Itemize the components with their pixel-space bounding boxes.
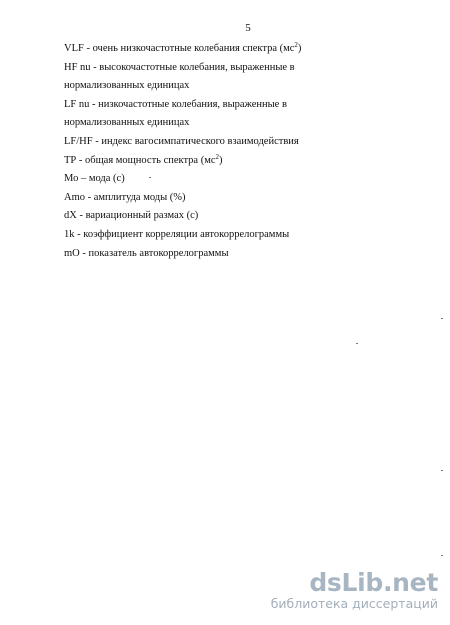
scan-speck: [356, 343, 358, 344]
abbreviation-item: [64, 96, 364, 115]
abbreviation-item: [64, 77, 364, 96]
abbreviation-text: LF nu - низкочастотные колебания, выраженные в: [64, 98, 287, 110]
abbreviation-text: HF nu - высокочастотные колебания, выраженные в: [64, 61, 295, 73]
scan-speck: [441, 555, 443, 556]
abbreviation-tail: ): [297, 43, 302, 54]
abbreviation-text: VLF - очень низкочастотные колебания спектра (мс: [64, 43, 295, 54]
abbreviation-item: [64, 59, 364, 78]
abbreviation-item: [64, 170, 364, 189]
abbreviation-text: ТР - общая мощность спектра (мс: [64, 154, 216, 166]
watermark: [271, 570, 438, 611]
abbreviation-text: 1k - коэффициент корреляции автокоррелограммы: [64, 228, 290, 240]
abbreviation-list: [64, 40, 364, 263]
abbreviation-item: [64, 114, 364, 133]
page-number: 5: [245, 22, 251, 34]
abbreviation-item: [64, 40, 364, 59]
abbreviation-item: [64, 226, 364, 245]
superscript: 2: [294, 41, 298, 49]
abbreviation-text: Amo - амплитуда моды (%): [64, 191, 186, 203]
abbreviation-text: dX - вариационный размах (с): [64, 210, 199, 222]
abbreviation-item: [64, 245, 364, 264]
abbreviation-item: [64, 133, 364, 152]
watermark-logo: dsLib.net: [309, 568, 438, 597]
abbreviation-text: LF/HF - индекс вагосимпатического взаимодействия: [64, 135, 299, 147]
abbreviation-text: Мо – мода (с): [64, 173, 125, 185]
watermark-tagline: библиотека диссертаций: [270, 596, 438, 611]
abbreviation-text: нормализованных единицах: [64, 80, 190, 92]
abbreviation-text: mO - показатель автокоррелограммы: [64, 247, 229, 259]
abbreviation-item: [64, 189, 364, 208]
abbreviation-tail: ): [219, 154, 223, 166]
abbreviation-item: [64, 152, 364, 171]
superscript: 2: [215, 152, 220, 161]
scan-speck: [441, 318, 443, 319]
scan-speck: [149, 177, 151, 178]
abbreviation-text: нормализованных единицах: [64, 117, 190, 129]
scan-speck: [441, 470, 443, 471]
abbreviation-item: [64, 207, 364, 226]
